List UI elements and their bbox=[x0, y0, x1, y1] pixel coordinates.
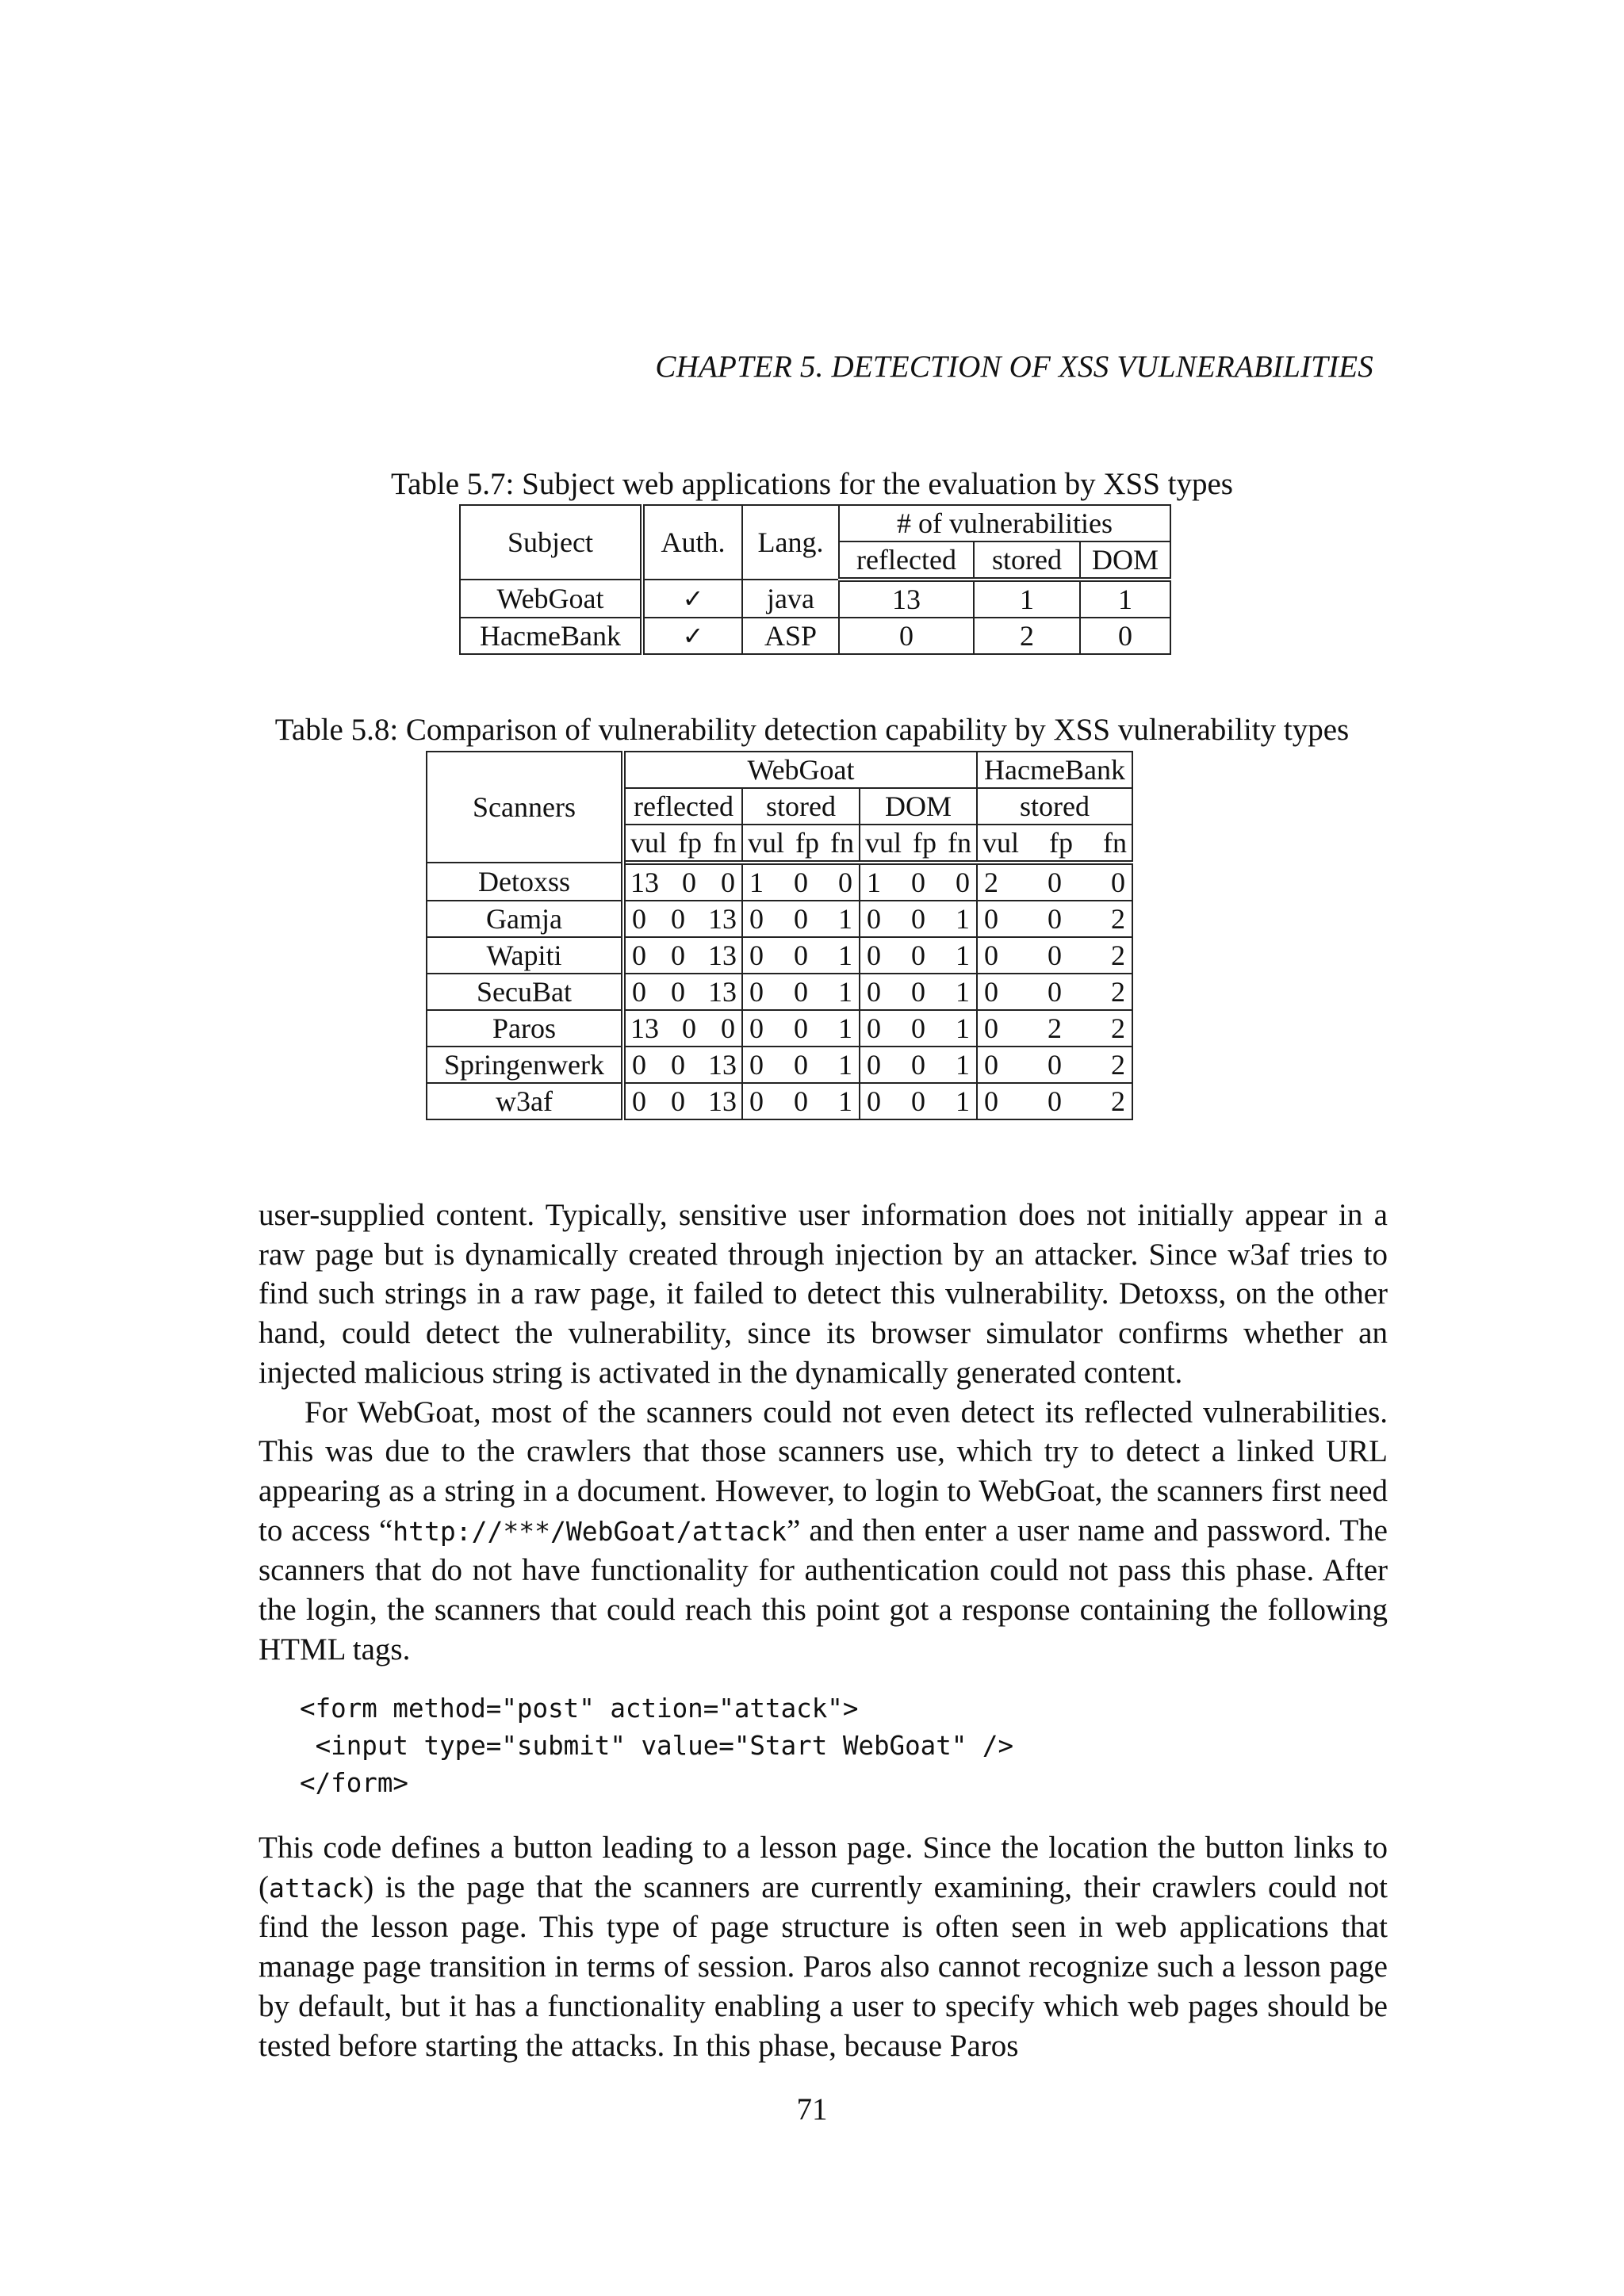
cell-value: 0 bbox=[671, 976, 685, 1008]
cell-value: 0 bbox=[1048, 903, 1063, 935]
cell-value: 0 bbox=[867, 903, 882, 935]
cell-group bbox=[977, 937, 1132, 974]
cell-value: 0 bbox=[911, 939, 926, 971]
cell-value: 0 bbox=[911, 867, 926, 898]
subheader-vul: vul bbox=[982, 827, 1020, 859]
cell-value: 0 bbox=[794, 1012, 809, 1044]
cell-scanner-name: Detoxss bbox=[427, 863, 623, 901]
cell-value: 1 bbox=[838, 903, 853, 935]
code-block: <form method="post" action="attack"> <input type="submit" value="Start WebGoat" /> </form> bbox=[300, 1693, 1014, 1798]
cell-group bbox=[977, 1010, 1132, 1047]
cell-value: 0 bbox=[632, 903, 646, 935]
cell-scanner-name: SecuBat bbox=[427, 974, 623, 1010]
subheader-fp: fp bbox=[1049, 827, 1074, 859]
cell-dom: 0 bbox=[1080, 618, 1170, 654]
subheader-fn: fn bbox=[948, 827, 972, 859]
cell-subject: WebGoat bbox=[460, 580, 642, 618]
table-5-7-caption: Table 5.7: Subject web applications for the evaluation by XSS types bbox=[391, 467, 1233, 501]
cell-group bbox=[860, 1010, 977, 1047]
cell-group bbox=[623, 863, 742, 901]
cell-value: 1 bbox=[956, 1085, 971, 1117]
cell-value: 0 bbox=[867, 1012, 882, 1044]
table-row bbox=[427, 974, 1132, 1010]
cell-group bbox=[623, 1083, 742, 1119]
paragraph-2-text-b: ” and then enter a user name and password. The scanners that do not have functionality for authentication could not pass this phase. After the login, the scanners that could reach this point got a response containing the following HTML tags. bbox=[259, 1513, 1388, 1667]
cell-value: 0 bbox=[984, 939, 999, 971]
cell-value: 2 bbox=[1110, 1012, 1125, 1044]
cell-value: 0 bbox=[632, 976, 646, 1008]
cell-value: 0 bbox=[749, 1012, 764, 1044]
cell-value: 0 bbox=[1048, 939, 1063, 971]
cell-value: 0 bbox=[911, 1012, 926, 1044]
cell-scanner-name: Springenwerk bbox=[427, 1047, 623, 1083]
cell-value: 0 bbox=[682, 867, 696, 898]
header-subject: Subject bbox=[460, 505, 642, 580]
cell-value: 0 bbox=[671, 939, 685, 971]
cell-value: 13 bbox=[708, 903, 737, 935]
cell-value: 1 bbox=[749, 867, 764, 898]
cell-value: 13 bbox=[630, 867, 659, 898]
cell-group bbox=[623, 937, 742, 974]
cell-value: 0 bbox=[867, 939, 882, 971]
cell-value: 1 bbox=[838, 1049, 853, 1081]
cell-group bbox=[977, 863, 1132, 901]
cell-value: 1 bbox=[838, 1085, 853, 1117]
cell-value: 0 bbox=[721, 1012, 735, 1044]
subheader-fn: fn bbox=[830, 827, 855, 859]
cell-group bbox=[742, 1010, 860, 1047]
cell-value: 0 bbox=[956, 867, 971, 898]
header-auth: Auth. bbox=[642, 505, 742, 580]
cell-value: 0 bbox=[911, 1049, 926, 1081]
subheader-fn: fn bbox=[1102, 827, 1127, 859]
cell-dom: 1 bbox=[1080, 580, 1170, 618]
cell-group bbox=[742, 937, 860, 974]
cell-value: 0 bbox=[632, 1085, 646, 1117]
cell-group bbox=[977, 1047, 1132, 1083]
cell-reflected: 0 bbox=[839, 618, 974, 654]
cell-value: 0 bbox=[794, 976, 809, 1008]
cell-value: 0 bbox=[1048, 976, 1063, 1008]
cell-stored: 1 bbox=[974, 580, 1080, 618]
cell-group bbox=[977, 901, 1132, 937]
attack-code: attack bbox=[269, 1872, 364, 1904]
cell-value: 0 bbox=[632, 1049, 646, 1081]
cell-value: 0 bbox=[867, 1085, 882, 1117]
table-5-8-caption: Table 5.8: Comparison of vulnerability detection capability by XSS vulnerability types bbox=[274, 713, 1350, 747]
table-row bbox=[427, 1047, 1132, 1083]
table-5-7 bbox=[459, 504, 1171, 655]
cell-lang: ASP bbox=[742, 618, 839, 654]
cell-group bbox=[742, 1047, 860, 1083]
cell-value: 1 bbox=[956, 976, 971, 1008]
cell-value: 0 bbox=[794, 903, 809, 935]
cell-stored: 2 bbox=[974, 618, 1080, 654]
header-dom: DOM bbox=[1080, 541, 1170, 580]
cell-value: 0 bbox=[671, 1049, 685, 1081]
table-row bbox=[427, 937, 1132, 974]
cell-value: 0 bbox=[911, 903, 926, 935]
cell-value: 2 bbox=[984, 867, 999, 898]
cell-value: 0 bbox=[984, 976, 999, 1008]
cell-scanner-name: w3af bbox=[427, 1083, 623, 1119]
cell-group bbox=[742, 974, 860, 1010]
subheader-vul: vul bbox=[630, 827, 668, 859]
header-reflected: reflected bbox=[623, 788, 742, 825]
subheader-vul-fp-fn bbox=[623, 825, 742, 863]
cell-value: 13 bbox=[708, 1049, 737, 1081]
page-number: 71 bbox=[796, 2092, 828, 2126]
paragraph-3-text-b: ) is the page that the scanners are currently examining, their crawlers could not find the lesson page. This type of page structure is often seen in web applications that manage page transition in terms of session. Paros also cannot recognize such a lesson page by default, but it has a functionality enabling a user to specify which web pages should be tested before starting the attacks. In this phase, because Paros bbox=[259, 1869, 1388, 2063]
table-row bbox=[427, 901, 1132, 937]
cell-value: 0 bbox=[1110, 867, 1125, 898]
cell-scanner-name: Gamja bbox=[427, 901, 623, 937]
header-stored-hacmebank: stored bbox=[977, 788, 1132, 825]
cell-value: 0 bbox=[1048, 1049, 1063, 1081]
subheader-vul-fp-fn bbox=[977, 825, 1132, 863]
cell-value: 0 bbox=[984, 1049, 999, 1081]
cell-group bbox=[860, 1083, 977, 1119]
cell-value: 0 bbox=[749, 1049, 764, 1081]
cell-group bbox=[860, 863, 977, 901]
subheader-vul: vul bbox=[865, 827, 902, 859]
table-row bbox=[427, 1010, 1132, 1047]
cell-group bbox=[860, 1047, 977, 1083]
cell-value: 0 bbox=[671, 1085, 685, 1117]
cell-value: 0 bbox=[794, 939, 809, 971]
cell-value: 0 bbox=[794, 867, 809, 898]
body-paragraph-3 bbox=[259, 1828, 1388, 2065]
table-row bbox=[460, 580, 1170, 618]
cell-value: 0 bbox=[867, 976, 882, 1008]
check-icon: ✓ bbox=[642, 580, 742, 618]
cell-value: 0 bbox=[794, 1049, 809, 1081]
table-row bbox=[427, 1083, 1132, 1119]
cell-group bbox=[977, 1083, 1132, 1119]
subheader-fp: fp bbox=[913, 827, 937, 859]
cell-value: 0 bbox=[984, 1012, 999, 1044]
cell-group bbox=[977, 974, 1132, 1010]
header-stored: stored bbox=[742, 788, 860, 825]
header-vuln-count: # of vulnerabilities bbox=[839, 505, 1170, 541]
cell-value: 13 bbox=[708, 1085, 737, 1117]
cell-value: 0 bbox=[867, 1049, 882, 1081]
cell-value: 1 bbox=[867, 867, 882, 898]
paragraph-2 bbox=[259, 1393, 1388, 1670]
cell-scanner-name: Wapiti bbox=[427, 937, 623, 974]
cell-lang: java bbox=[742, 580, 839, 618]
cell-value: 0 bbox=[838, 867, 853, 898]
header-scanners: Scanners bbox=[427, 752, 623, 863]
header-lang: Lang. bbox=[742, 505, 839, 580]
cell-value: 0 bbox=[911, 1085, 926, 1117]
cell-value: 1 bbox=[956, 939, 971, 971]
cell-reflected: 13 bbox=[839, 580, 974, 618]
paragraph-2-text-a: For WebGoat, most of the scanners could not even detect its reflected vulnerabilities. This was due to the crawlers that those scanners use, which try to detect a linked URL appearing as a string in a document. However, to login to WebGoat, the scanners first need to access “ bbox=[259, 1395, 1388, 1548]
table-row bbox=[460, 618, 1170, 654]
cell-value: 1 bbox=[956, 903, 971, 935]
subheader-fn: fn bbox=[713, 827, 737, 859]
cell-value: 0 bbox=[794, 1085, 809, 1117]
cell-group bbox=[860, 901, 977, 937]
paragraph-3 bbox=[259, 1828, 1388, 2065]
cell-value: 13 bbox=[708, 939, 737, 971]
header-hacmebank: HacmeBank bbox=[977, 752, 1132, 788]
table-5-8-body bbox=[427, 863, 1132, 1119]
cell-value: 0 bbox=[721, 867, 735, 898]
cell-value: 2 bbox=[1110, 903, 1125, 935]
cell-value: 0 bbox=[911, 976, 926, 1008]
cell-group bbox=[742, 1083, 860, 1119]
subheader-fp: fp bbox=[795, 827, 820, 859]
cell-value: 2 bbox=[1110, 939, 1125, 971]
cell-group bbox=[623, 1010, 742, 1047]
cell-value: 0 bbox=[749, 976, 764, 1008]
cell-value: 1 bbox=[838, 1012, 853, 1044]
cell-value: 0 bbox=[749, 903, 764, 935]
webgoat-url: http://***/WebGoat/attack bbox=[393, 1515, 787, 1547]
running-head: CHAPTER 5. DETECTION OF XSS VULNERABILITIES bbox=[655, 350, 1373, 384]
cell-value: 0 bbox=[632, 939, 646, 971]
cell-value: 2 bbox=[1110, 1049, 1125, 1081]
cell-value: 0 bbox=[984, 903, 999, 935]
table-row bbox=[427, 863, 1132, 901]
header-dom: DOM bbox=[860, 788, 977, 825]
cell-group bbox=[623, 901, 742, 937]
cell-value: 0 bbox=[1048, 867, 1063, 898]
cell-group bbox=[623, 974, 742, 1010]
cell-group bbox=[623, 1047, 742, 1083]
header-webgoat: WebGoat bbox=[623, 752, 977, 788]
subheader-vul: vul bbox=[748, 827, 785, 859]
cell-scanner-name: Paros bbox=[427, 1010, 623, 1047]
header-stored: stored bbox=[974, 541, 1080, 580]
cell-value: 13 bbox=[708, 976, 737, 1008]
check-icon: ✓ bbox=[642, 618, 742, 654]
cell-value: 0 bbox=[1048, 1085, 1063, 1117]
cell-value: 0 bbox=[682, 1012, 696, 1044]
body-paragraphs bbox=[259, 1196, 1388, 1669]
table-5-8 bbox=[426, 751, 1133, 1120]
cell-value: 2 bbox=[1110, 1085, 1125, 1117]
cell-value: 13 bbox=[630, 1012, 659, 1044]
subheader-vul-fp-fn bbox=[860, 825, 977, 863]
cell-value: 2 bbox=[1048, 1012, 1063, 1044]
cell-value: 1 bbox=[838, 976, 853, 1008]
cell-value: 2 bbox=[1110, 976, 1125, 1008]
cell-group bbox=[860, 974, 977, 1010]
cell-group bbox=[742, 901, 860, 937]
cell-value: 1 bbox=[956, 1012, 971, 1044]
cell-group bbox=[860, 937, 977, 974]
cell-value: 1 bbox=[838, 939, 853, 971]
cell-value: 0 bbox=[749, 1085, 764, 1117]
paragraph-1: user-supplied content. Typically, sensitive user information does not initially appear in a raw page but is dynamically created through injection by an attacker. Since w3af tries to find such strings in a raw page, it failed to detect this vulnerability. Detoxss, on the other hand, could detect the vulnerability, since its browser simulator confirms whether an injected malicious string is activated in the dynamically generated content. bbox=[259, 1198, 1388, 1390]
cell-value: 0 bbox=[749, 939, 764, 971]
subheader-fp: fp bbox=[678, 827, 703, 859]
cell-value: 0 bbox=[671, 903, 685, 935]
paragraph-3-text-a: This code defines a button leading to a lesson page. Since the location the button links to ( bbox=[259, 1831, 1388, 1904]
subheader-vul-fp-fn bbox=[742, 825, 860, 863]
cell-subject: HacmeBank bbox=[460, 618, 642, 654]
cell-group bbox=[742, 863, 860, 901]
cell-value: 0 bbox=[984, 1085, 999, 1117]
header-reflected: reflected bbox=[839, 541, 974, 580]
cell-value: 1 bbox=[956, 1049, 971, 1081]
